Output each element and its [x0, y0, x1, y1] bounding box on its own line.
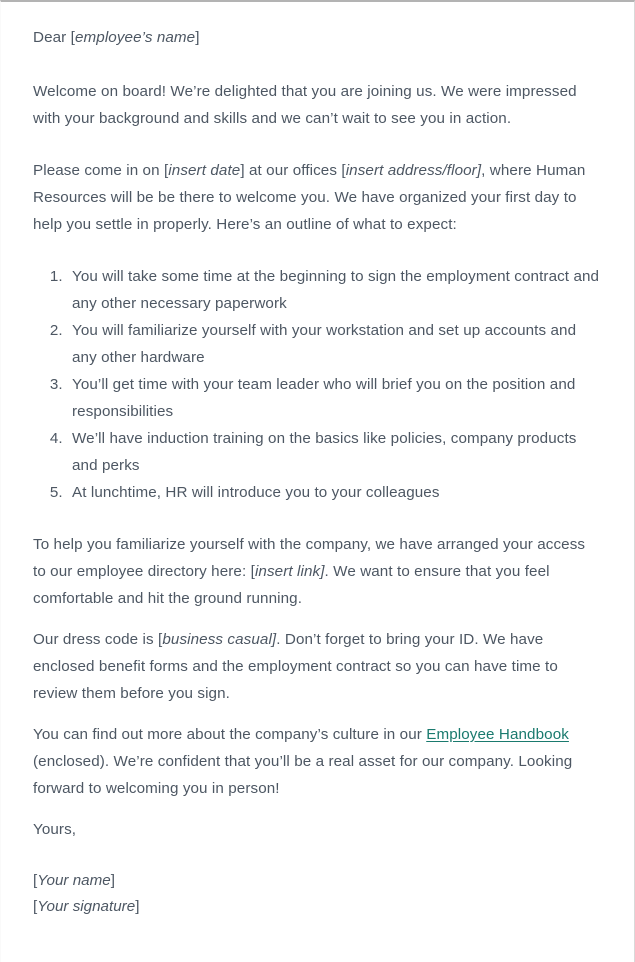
list-item: 1. You will take some time at the beginning to sign the employment contract and any other necessary paperwork: [67, 263, 600, 317]
business-casual-placeholder: business casual]: [162, 631, 277, 648]
list-item: 3. You’ll get time with your team leader who will brief you on the position and responsibilities: [67, 371, 600, 425]
signature-close-bracket: ]: [135, 898, 140, 915]
insert-link-placeholder: insert link]: [254, 563, 325, 580]
arrival-prefix-text: Please come in on [: [33, 162, 169, 179]
directory-suffix-text: . We want to ensure that you feel comfortable and hit the ground running.: [33, 563, 550, 607]
spacer-after-dresscode: [33, 707, 600, 721]
insert-date-placeholder: insert date: [168, 162, 241, 179]
top-spacer: [33, 2, 600, 24]
salutation-line: [33, 24, 600, 51]
employee-name-placeholder: employee’s name: [74, 29, 196, 46]
culture-paragraph: [33, 721, 600, 802]
spacer-after-salutation: [33, 51, 600, 78]
employee-handbook-link[interactable]: Employee Handbook: [426, 726, 569, 743]
name-open-bracket: [: [33, 872, 38, 889]
welcome-paragraph: Welcome on board! We’re delighted that you are joining us. We were impressed with your background and skills and we can’t wait to see you in action.: [33, 83, 577, 127]
culture-suffix-text: (enclosed). We’re confident that you’ll be a real asset for our company. Looking forward to welcoming you in person!: [33, 753, 573, 797]
your-name-placeholder: Your name: [37, 872, 111, 889]
directory-prefix-text: To help you familiarize yourself with the company, we have arranged your access to our employee directory here: [: [33, 536, 586, 580]
spacer-after-directory: [33, 612, 600, 626]
dresscode-prefix-text: Our dress code is [: [33, 631, 163, 648]
spacer-before-list: [33, 238, 600, 263]
signoff-line: Yours,: [33, 821, 77, 838]
salutation-prefix: Dear [: [33, 29, 75, 46]
first-day-outline-list: [33, 263, 600, 506]
letter-body: [1, 2, 634, 920]
signature-open-bracket: [: [33, 898, 38, 915]
dresscode-suffix-text: . Don’t forget to bring your ID. We have enclosed benefit forms and the employment contract so you can have time to review them before you sign.: [33, 631, 558, 702]
insert-address-placeholder: insert address/floor]: [345, 162, 482, 179]
spacer-after-signoff: [33, 843, 600, 868]
arrival-suffix-text: , where Human Resources will be be there to welcome you. We have organized your first day to help you settle in properly. Here’s an outline of what to expect:: [33, 162, 586, 233]
culture-prefix-text: You can find out more about the company’s culture in our: [33, 726, 427, 743]
spacer-after-list: [33, 506, 600, 531]
your-signature-placeholder: Your signature: [37, 898, 136, 915]
salutation-suffix: ]: [195, 29, 200, 46]
dresscode-paragraph: [33, 626, 600, 707]
name-close-bracket: ]: [110, 872, 115, 889]
list-item: 5. At lunchtime, HR will introduce you to your colleagues: [67, 479, 600, 506]
list-item: 4. We’ll have induction training on the basics like policies, company products and perks: [67, 425, 600, 479]
spacer-before-signoff: [33, 802, 600, 816]
arrival-paragraph: [33, 157, 600, 238]
arrival-middle-text: ] at our offices [: [240, 162, 346, 179]
your-name-line: [33, 868, 600, 894]
list-item: 2. You will familiarize yourself with your workstation and set up accounts and any other hardware: [67, 317, 600, 371]
directory-paragraph: [33, 531, 600, 612]
your-signature-line: [33, 894, 600, 920]
spacer-after-welcome: [33, 132, 600, 157]
